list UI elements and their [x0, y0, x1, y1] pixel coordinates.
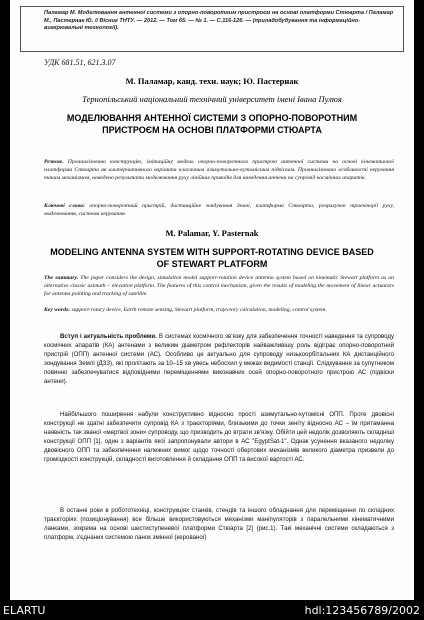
abstract-ua-label: Резюме.: [44, 159, 64, 165]
body-paragraph-1: [44, 332, 394, 387]
keywords-ua-label: Ключові слова:: [44, 203, 85, 209]
udk-code: УДК 681.51, 621.3.07: [44, 58, 116, 67]
citation-text: Паламар М. Моделювання антенної системи з опорно-поворотним пристроєм на основі платформи Стюарта / Паламар М., Пастернак Ю. // Вісник ТНТУ. — 2012. — Том 65. — № 1. — С.116-126. — (приладобудування та інформаційно-вимірювальні технології).: [44, 10, 394, 32]
keywords-en-text: support-rotary device, Earth remote sensing, Stewart platform, trajectory calculation, modeling, control system.: [71, 307, 327, 313]
footer-bar: [0, 600, 424, 620]
abstract-ua-text: Проаналізовано конструкцію, імітаційну модель опорно-поворотного пристрою антенної системи на основі кінематичної платформи Стюарта як альтернативного варіанта класичним азимутально-кутомісним підвіскам. Проаналізовано особливості керування таким механізмом, наведено результати моделювання руху лінійних приводів для наведення антени на супровід космічних апаратів.: [44, 159, 394, 182]
abstract-en-label: The summary.: [44, 275, 79, 281]
paragraph-2-text: Найбільшого поширення набули конструктивно відносно прості азимутально-кутомісні ОПП. Проте двовісні конструкції не здатні забезпечити супровід КА з траєкторіями, близькими до точки зеніту відносно АС – їм притаманна наявність так званої «мертвої зони» супроводу, що призводить до втрати зв'язку. Обійти цей недолік дозволяють складніші конструкції ОПП [1], один з варіантів якої запропонували автори в АС "EgyptSat-1". Однак усунення вказаного недоліку двовісного ОПП та забезпечення належних вимог щодо точності обертових механізмів великого діаметра призвели до громіздкості конструкцій, складності виготовлення й складання ОПП та високої вартості АС.: [44, 411, 394, 464]
keywords-ua-text: опорно-поворотний пристрій, дистанційне зондування Землі, платформа Стюарта, розрахунок траєкторії руху, моделювання, система керування.: [44, 203, 394, 218]
title-en: MODELING ANTENNA SYSTEM WITH SUPPORT-ROTATING DEVICE BASED OF STEWART PLATFORM: [50, 247, 374, 269]
authors-en: M. Palamar, Y. Pasternak: [165, 228, 259, 238]
keywords-ua: [44, 202, 394, 218]
body-paragraph-3: [44, 506, 394, 542]
authors-ua: М. Паламар, канд. техн. наук; Ю. Пастернак: [125, 76, 299, 86]
keywords-en-label: Key words:: [44, 307, 71, 313]
handle-id: hdl:123456789/2002: [304, 604, 420, 617]
repository-name: ELARTU: [3, 604, 46, 617]
abstract-en: [44, 274, 394, 299]
paragraph-3-text: В останні роки в робототехніці, конструкціях станків, стендів та іншого обладнання для переміщення по складних траєкторіях (позиціонування) все більше використовуються механізми маніпуляторів з паралельними кінематичними ланками, зокрема на основі шестиступеневої платформи Стюарта [2] (рис.1). Такі механічні системи складаються з платформ, з'єднаних системою ланок змінної (керованої): [44, 507, 394, 542]
abstract-ua: [44, 158, 394, 183]
paragraph-1-text: В системах космічного зв'язку для забезпечення точності наведення та супроводу космічних апаратів (КА) антенами з великим діаметром рефлекторів найважливішу роль відіграє опорно-поворотний пристрій (ОПП) антенної системи (АС). Особливо це актуально для супроводу низькоорбітальних КА дистанційного зондування Землі (ДЗЗ), які пролітають за 10–15 хв увесь небосхил у межах видимості станції. Слідкування за супутником повинно забезпечуватися відповідними переміщеннями виконавчих осей опорно-поворотного пристрою АС (підвіски антени).: [44, 333, 394, 386]
abstract-en-text: The paper considers the design, simulation model support-rotation device antenna system based on kinematic Stewart platform as an alternative classic azimuth – elevation platform. The features of this control mechanism, given the results of modeling the movement of linear actuators for antenna pointing and tracking of satellite.: [44, 275, 394, 298]
paper-page: [10, 0, 414, 600]
affiliation: Тернопільський національний технічний університет імені Івана Пулюя: [82, 94, 342, 104]
keywords-en: [44, 306, 394, 314]
intro-heading: Вступ і актуальність проблеми.: [60, 333, 157, 340]
body-paragraph-2: [44, 410, 394, 465]
title-ua: МОДЕЛЮВАННЯ АНТЕННОЇ СИСТЕМИ З ОПОРНО-ПОВОРОТНИМ ПРИСТРОЄМ НА ОСНОВІ ПЛАТФОРМИ СТЮАРТА: [66, 113, 358, 135]
